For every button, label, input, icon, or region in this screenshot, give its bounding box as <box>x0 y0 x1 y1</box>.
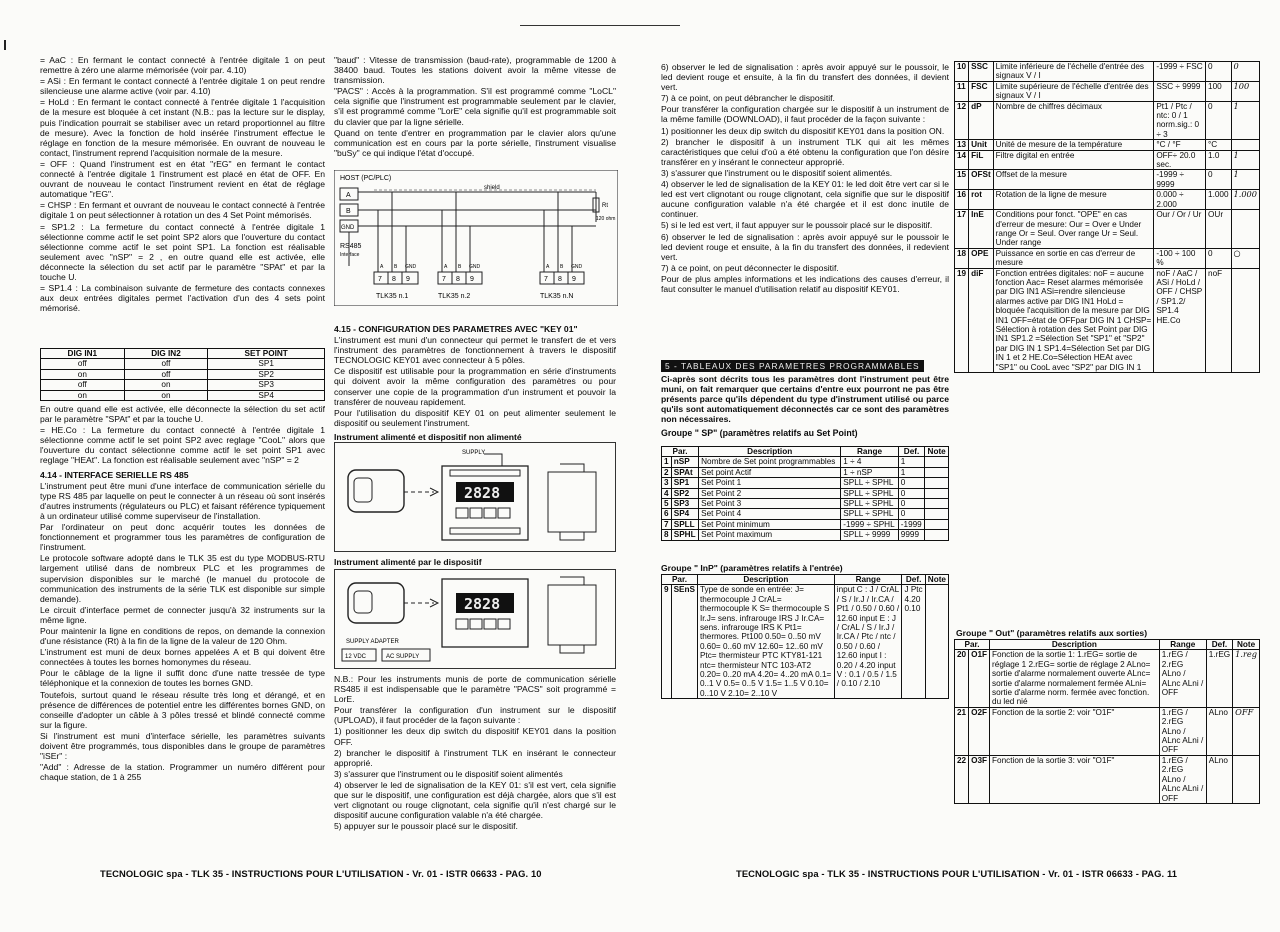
group-sp-table <box>661 446 949 541</box>
figure-label: GND <box>405 264 417 270</box>
group-out-title: Groupe " Out" (paramètres relatifs aux sorties) <box>956 628 1148 638</box>
table-row <box>41 369 325 379</box>
column-header: Range <box>1159 640 1206 650</box>
paragraph: = OFF : Quand l'instrument est en état "rEG" en fermant le contact connecté à l'entrée digitale 1 l'instrument est placé en état de OFF. En ouvrant de nouveau le contact l'instrument revient en état de réglage automatique "rEG". <box>40 158 325 200</box>
table-cell: Fonction entrées digitales: noF = aucune fonction Aac= Reset alarmes mémorisée par DIG IN1 ASi=rendre silencieuse alarmes active par DIG IN1 HoLd = bloquée l'acquisition de la mesure par DIG IN1 OFF=état de OFFpar DIG IN 1 CHSP= Sélection à rotation des Set Point par DIG IN1 SP1.2 =Sélection Set "SP1" et "SP2" par DIG IN 1 SP1.4=Sélection Set par DIG IN 1 et 2 HE.Co=Sélection HEAt avec "SP1" ou CooL avec "SP2" par DIG IN 1 <box>993 268 1154 372</box>
paragraph: Pour maintenir la ligne en conditions de repos, on demande la connexion d'une résistance (Rt) à la fin de la ligne de la valeur de 120 Ohm. <box>40 625 325 647</box>
table-cell: on <box>41 369 125 379</box>
table-cell: SPHL <box>671 530 698 540</box>
paragraph: = SP1.4 : La combinaison suivante de fermeture des contacts connexes aux deux entrées digitales permet l'activation d'un des 4 sets point mémorisé. <box>40 283 325 314</box>
table-cell: SSC ÷ 9999 <box>1154 81 1206 101</box>
table-cell: 6 <box>662 509 672 519</box>
paragraph: = SP1.2 : La fermeture du contact connecté à l'entrée digitale 1 sélectionne comme actif le set point SP2 alors que l'ouverture du contact sélectionne comme actif le set point SP1. La fonction est réalisable seulement avec "nSP" = 2 , en outre quand elle est activée, elle déconnecte la sélection du set actif par le paramètre "SPAt" et par la touche U. <box>40 221 325 282</box>
column-header: Def. <box>1206 640 1232 650</box>
table-cell: SP1 <box>671 478 698 488</box>
table-cell: Set Point minimum <box>699 519 841 529</box>
paragraph: Toutefois, surtout quand le réseau résulte très long et dérangé, et en présence de différences de potentiel entre les différentes bornes GND, on conseille d'adopter un câble à 3 pôles tressé et blindé connecté comme sur la figure. <box>40 689 325 730</box>
paragraph: 4) observer le led de signalisation de la KEY 01: le led doit être vert car si le led est vert clignotant ou rouge clignotant, cela signifie que sur le dispositif aucune configuration valable n'a été chargée et il est donc inutile de continuer. <box>661 179 949 220</box>
paragraph: 2) brancher le dispositif à un instrument TLK qui ait les mêmes caractéristiques que celui d'où a été obtenu la configuration que l'on désire transférer en y insérant le connecteur approprié. <box>661 136 949 167</box>
table-cell: Fonction de la sortie 2: voir "O1F" <box>990 707 1160 755</box>
table-row <box>662 457 949 467</box>
table-cell <box>1233 755 1260 803</box>
table-cell: ALno <box>1206 755 1232 803</box>
table-cell: -1999 ÷ SPHL <box>841 519 899 529</box>
figure-label: AC SUPPLY <box>386 654 420 660</box>
table-cell: Set Point 2 <box>699 488 841 498</box>
left-column-1b <box>40 404 325 842</box>
table-cell <box>925 478 949 488</box>
table-cell: 8 <box>662 530 672 540</box>
paragraph: Le protocole software adopté dans le TLK 35 est du type MODBUS-RTU largement utilisé dans de nombreux PLC et les programmes de supervision disponibles sur le marché (le manuel du protocole de communication des instruments de la série TLK est disponible sur simple demande). <box>40 553 325 604</box>
column-header: DIG IN1 <box>41 349 125 359</box>
figure-label: B <box>394 264 398 270</box>
table-cell: 17 <box>955 210 969 249</box>
figure-label: 7 <box>378 276 382 283</box>
table-cell: 7 <box>662 519 672 529</box>
paragraph: 7) à ce point, on peut débrancher le dispositif. <box>661 93 835 104</box>
key01-figure-1 <box>334 442 616 552</box>
column-header: Range <box>841 447 899 457</box>
figure-label: SUPPLY ADAPTER <box>346 639 399 645</box>
paragraph: L'instrument peut être muni d'une interface de communication sérielle du type RS 485 par laquelle on peut le connecter à un réseau où sont insérés d'autres instruments (régulateurs ou PLC) et faisant référence typiquement à un ordinateur utilisé comme superviseur de l'installation. <box>40 480 325 521</box>
table-cell <box>925 499 949 509</box>
table-cell: Filtre digital en entrée <box>993 150 1154 170</box>
paragraph: 7) à ce point, on peut déconnecter le dispositif. <box>661 262 839 273</box>
column-header: Par. <box>662 575 698 585</box>
paragraph: "baud" : Vitesse de transmission (baud-rate), programmable de 1200 à 38400 baud. Toutes les stations doivent avoir la même vitesse de transmission. <box>334 55 616 86</box>
group-out-table <box>954 639 1260 804</box>
table-cell: 0.000 ÷ 2.000 <box>1154 190 1206 210</box>
paragraph: 5) si le led est vert, il faut appuyer sur le poussoir placé sur le dispositif. <box>661 220 933 231</box>
table-row <box>955 650 1260 707</box>
table-cell: 1 <box>898 467 924 477</box>
figure-label: GND <box>341 225 355 231</box>
section-intro: Ci-après sont décrits tous les paramètres dont l'instrument peut être muni, on fait remarquer que certains d'entre eux pourront ne pas être présents parce qu'ils dépendent du type d'instrument utilisé ou parce qu'ils sont automatiquement déconnectés car ce sont des paramètres non nécessaires. <box>661 374 949 425</box>
table-cell: 0 <box>1206 101 1232 140</box>
figure-label: GND <box>469 264 481 270</box>
table-cell: on <box>124 390 208 400</box>
table-cell: 1 <box>1231 101 1259 140</box>
table-cell: 1.rEG / 2.rEG ALno / ALnc ALni / OFF <box>1159 650 1206 707</box>
table-cell: on <box>41 390 125 400</box>
table-cell: SP2 <box>208 369 325 379</box>
table-cell: 4 <box>662 488 672 498</box>
paragraph: = ASi : En fermant le contact connecté à l'entrée digitale 1 on peut rendre silencieuse une alarme active (voir par. 4.10) <box>40 76 325 97</box>
paragraph: Pour le câblage de la ligne il suffit donc d'une natte tressée de type téléphonique et la connexion de toutes les bornes GND. <box>40 668 325 689</box>
table-row <box>662 530 949 540</box>
paragraph: Ce dispositif est utilisable pour la programmation en série d'instruments qui doivent avoir la même configuration des paramètres ou pour conserver une copie de la programmation d'un instrument et pouvoir la transférer de nouveau rapidement. <box>334 366 616 407</box>
figure-label: HOST (PC/PLC) <box>340 175 392 182</box>
paragraph: "PACS" : Accès à la programmation. S'il est programmé comme "LoCL" cela signifie que l'instrument est programmable seulement par le clavier, s'il est programmé comme "LorE" cela signifie qu'il est programmable soit du clavier que par la ligne sérielle. <box>334 86 616 127</box>
column-header: Def. <box>898 447 924 457</box>
table-cell: SPLL ÷ SPHL <box>841 488 899 498</box>
paragraph: Pour l'utilisation du dispositif KEY 01 on peut alimenter seulement le dispositif ou seulement l'instrument. <box>334 407 616 428</box>
table-cell: O2F <box>969 707 990 755</box>
table-cell: 12 <box>955 101 969 140</box>
table-cell: 1.rEG / 2.rEG ALno / ALnc ALni / OFF <box>1159 707 1206 755</box>
table-cell: SPLL <box>671 519 698 529</box>
table-cell: InE <box>969 210 994 249</box>
table-cell: SPAt <box>671 467 698 477</box>
table-cell: nSP <box>671 457 698 467</box>
group-sp-title: Groupe " SP" (paramètres relatifs au Set Point) <box>661 428 858 439</box>
table-cell: O3F <box>969 755 990 803</box>
table-cell: ALno <box>1206 707 1232 755</box>
paragraph: L'instrument est muni de deux bornes appelées A et B qui doivent être connectées à toutes les bornes homonymes du réseau. <box>40 647 325 668</box>
table-cell: -1999 ÷ FSC <box>1154 62 1206 82</box>
table-cell: Limite supérieure de l'échelle d'entrée des signaux V / I <box>993 81 1154 101</box>
table-cell: SP3 <box>671 499 698 509</box>
table-row <box>955 150 1260 170</box>
section-5 <box>661 356 949 438</box>
figure-label: 2828 <box>464 595 501 613</box>
table-cell: 0 <box>898 509 924 519</box>
figure-label: 8 <box>456 276 460 283</box>
table-cell: on <box>124 380 208 390</box>
table-cell: Conditions pour fonct. "OPE" en cas d'erreur de mesure: Our = Over e Under range Or = Seul. Over range Ur = Seul. Under range <box>993 210 1154 249</box>
table-cell: SP2 <box>671 488 698 498</box>
table-cell: °C <box>1206 140 1232 150</box>
table-cell: 1 <box>1231 170 1259 190</box>
figure-label: TLK35 n.N <box>540 293 574 300</box>
section-heading: Instrument alimenté et dispositif non alimenté <box>334 431 522 442</box>
table-cell: 1.000 <box>1231 190 1259 210</box>
paragraph: Quand on tente d'entrer en programmation par le clavier alors qu'une communication est en cours par la porte sérielle, l'instrument visualise "buSy" ce qui indique l'état d'occupé. <box>334 127 616 158</box>
paragraph: 3) s'assurer que l'instrument ou le dispositif soient alimentés <box>334 768 563 779</box>
table-cell <box>1231 140 1259 150</box>
rs485-wiring-diagram <box>334 170 618 306</box>
table-row <box>662 467 949 477</box>
figure-label: GND <box>571 264 583 270</box>
paragraph: Par l'ordinateur on peut donc acquérir toutes les données de fonctionnement et programmer tous les paramètres de configuration de l'instrument. <box>40 522 325 553</box>
column-header: Note <box>925 575 948 585</box>
table-cell: SPLL ÷ SPHL <box>841 478 899 488</box>
table-row <box>662 519 949 529</box>
figure-label: Interface <box>340 252 360 258</box>
paragraph: 6) observer le led de signalisation : après avoir appuyé sur le poussoir le led devient rouge et ensuite, à la fin du transfert des données, il redevient vert. <box>661 231 949 262</box>
section-banner: 5 - TABLEAUX DES PARAMETRES PROGRAMMABLES <box>661 360 924 372</box>
table-cell: SPLL ÷ SPHL <box>841 499 899 509</box>
figure-label: Rt <box>602 203 608 209</box>
figure-label: RS485 <box>340 243 362 250</box>
table-cell: FSC <box>969 81 994 101</box>
table-cell: OUr <box>1206 210 1232 249</box>
paragraph: En outre quand elle est activée, elle déconnecte la sélection du set actif par le paramètre "SPAt" et par la touche U. <box>40 404 325 425</box>
table-row <box>955 81 1260 101</box>
margin-mark <box>4 40 6 50</box>
table-cell: noF / AaC / ASi / HoLd / OFF / CHSP / SP1.2/ SP1.4 HE.Co <box>1154 268 1206 372</box>
left-column-2b <box>334 320 616 442</box>
table-cell: input C : J / CrAL / S / Ir.J / Ir.CA / Pt1 / 0.50 / 0.60 / 12.60 input E : J / CrAL / S / Ir.J / Ir.CA / Ptc / ntc / 0.50 / 0.60 / 12.60 input I : 0.20 / 4.20 input V : 0.1 / 0.5 / 1.5 / 0.10 / 2.10 <box>834 585 902 699</box>
table-cell: 18 <box>955 248 969 268</box>
table-cell: 1.rEG / 2.rEG ALno / ALnc ALni / OFF <box>1159 755 1206 803</box>
table-cell: Unit <box>969 140 994 150</box>
paragraph: = HoLd : En fermant le contact connecté à l'entrée digitale 1 l'acquisition de la mesure est bloquée à cet instant (N.B.: pas la lecture sur le display, puis l'indication pourrait se stabiliser avec un retard proportionnel au filtre de mesure). Avec la fonction de hold insérée l'instrument effectue le réglage en fonction de la mesure mémorisée. En ouvrant de nouveau le contact, l'instrument reprend l'acquisition normale de la mesure. <box>40 97 325 158</box>
table-cell: Set Point maximum <box>699 530 841 540</box>
table-cell <box>925 509 949 519</box>
column-header: Description <box>697 575 834 585</box>
table-row <box>41 390 325 400</box>
table-cell <box>925 519 949 529</box>
left-column-1 <box>40 55 325 345</box>
table-cell: 1.reg <box>1233 650 1260 707</box>
column-header: Description <box>990 640 1160 650</box>
paragraph: 1) positionner les deux dip switch du dispositif KEY01 dans la position OFF. <box>334 726 616 747</box>
column-header: Par. <box>662 447 699 457</box>
column-header: Description <box>699 447 841 457</box>
table-row <box>955 170 1260 190</box>
table-row <box>955 268 1260 372</box>
paragraph: 3) s'assurer que l'instrument ou le dispositif soient alimentés. <box>661 167 893 178</box>
table-cell: off <box>41 380 125 390</box>
figure-label: 7 <box>544 276 548 283</box>
table-cell <box>1231 210 1259 249</box>
table-cell: 15 <box>955 170 969 190</box>
table-cell: 14 <box>955 150 969 170</box>
paragraph: L'instrument est muni d'un connecteur qui permet le transfert de et vers l'instrument des paramètres de fonctionnement à travers le dispositif TECNOLOGIC KEY01 avec connecteur à 5 pôles. <box>334 335 616 366</box>
table-cell: rot <box>969 190 994 210</box>
table-row <box>662 478 949 488</box>
section-heading: 4.15 - CONFIGURATION DES PARAMETRES AVEC "KEY 01" <box>334 324 578 334</box>
table-cell <box>925 457 949 467</box>
table-cell: Nombre de chiffres décimaux <box>993 101 1154 140</box>
table-row <box>662 488 949 498</box>
table-cell: noF <box>1206 268 1232 372</box>
table-cell: Set point Actif <box>699 467 841 477</box>
table-cell: SP1 <box>208 359 325 369</box>
paragraph: Pour transférer la configuration chargée sur le dispositif à un instrument de la même famille (DOWNLOAD), il faut procéder de la façon suivante : <box>661 104 949 125</box>
table-row <box>955 62 1260 82</box>
group-inp-title: Groupe " InP" (paramètres relatifs à l'entrée) <box>661 563 843 573</box>
table-cell <box>925 488 949 498</box>
figure-label: 2828 <box>464 484 501 502</box>
figure-label: B <box>560 264 564 270</box>
figure-label: 7 <box>442 276 446 283</box>
section-heading: 4.14 - INTERFACE SERIELLE RS 485 <box>40 469 189 480</box>
figure-label: 9 <box>572 276 576 283</box>
column-header: Par. <box>955 640 990 650</box>
right-column-1 <box>661 62 949 352</box>
table-cell <box>1231 268 1259 372</box>
table-cell: OFF <box>1233 707 1260 755</box>
table-row <box>955 101 1260 140</box>
table-cell: 0 <box>1206 170 1232 190</box>
table-cell: FiL <box>969 150 994 170</box>
table-cell: 22 <box>955 755 969 803</box>
table-row <box>955 190 1260 210</box>
table-cell: OFSt <box>969 170 994 190</box>
table-cell: -1999 ÷ 9999 <box>1154 170 1206 190</box>
table-cell <box>925 530 949 540</box>
figure-label: SUPPLY <box>462 450 486 456</box>
table-cell: OFF÷ 20.0 sec. <box>1154 150 1206 170</box>
table-row <box>955 140 1260 150</box>
table-cell: 100 <box>1206 81 1232 101</box>
table-cell: 1 ÷ nSP <box>841 467 899 477</box>
table-row <box>41 380 325 390</box>
column-header: SET POINT <box>208 349 325 359</box>
figure-label: A <box>346 192 351 199</box>
table-cell: 13 <box>955 140 969 150</box>
figure-label: 8 <box>558 276 562 283</box>
paragraph: 5) appuyer sur le poussoir placé sur le dispositif. <box>334 821 518 832</box>
table-cell: Fonction de la sortie 1: 1.rEG= sortie de réglage 1 2.rEG= sortie de réglage 2 ALno= sortie d'alarme normalement ouverte ALnc= sortie d'alarme normalement fermée ALni= sortie d'alarme norm. fermée avec fonction. du led nié <box>990 650 1160 707</box>
paragraph: 1) positionner les deux dip switch du dispositif KEY01 dans la position ON. <box>661 125 945 136</box>
table-cell: Set Point 1 <box>699 478 841 488</box>
table-cell: SP4 <box>671 509 698 519</box>
paragraph: 4) observer le led de signalisation de la KEY 01: s'il est vert, cela signifie que sur le dispositif, une configuration est déjà chargée, alors que s'il est vert clignotant ou rouge clignotant, cela signifie qu'il n'est chargé sur le dispositif aucune configuration valable n'a été chargée. <box>334 779 616 821</box>
table-cell: Set Point 4 <box>699 509 841 519</box>
table-cell: dP <box>969 101 994 140</box>
table-cell: 1 ÷ 4 <box>841 457 899 467</box>
fig2-title: Instrument alimenté par le dispositif <box>334 557 482 567</box>
paragraph: Si l'instrument est muni d'interface sérielle, les paramètres suivants doivent être programmés, tous disponibles dans le groupe de paramètres "iSEr" : <box>40 730 325 762</box>
table-cell: O1F <box>969 650 990 707</box>
table-cell: Limite inférieure de l'échelle d'entrée des signaux V / I <box>993 62 1154 82</box>
figure-label: shield <box>484 185 500 191</box>
table-cell: SP3 <box>208 380 325 390</box>
table-cell: 2 <box>662 467 672 477</box>
table-cell: 1.rEG <box>1206 650 1232 707</box>
table-cell: OPE <box>969 248 994 268</box>
table-cell: SSC <box>969 62 994 82</box>
table-cell: 0 <box>898 478 924 488</box>
paragraph: 2) brancher le dispositif à l'instrument TLK en insérant le connecteur approprié. <box>334 747 616 768</box>
table-cell: 20 <box>955 650 969 707</box>
table-cell: Pt1 / Ptc / ntc: 0 / 1 norm.sig.: 0 ÷ 3 <box>1154 101 1206 140</box>
table-cell: off <box>41 359 125 369</box>
figure-label: B <box>346 208 351 215</box>
table-cell: diF <box>969 268 994 372</box>
table-cell: Our / Or / Ur <box>1154 210 1206 249</box>
figure-label: 9 <box>406 276 410 283</box>
figure-label: TLK35 n.1 <box>376 293 409 300</box>
table-cell: Fonction de la sortie 3: voir "O1F" <box>990 755 1160 803</box>
table-cell: 19 <box>955 268 969 372</box>
table-row <box>662 499 949 509</box>
table-row <box>955 210 1260 249</box>
table-row <box>955 248 1260 268</box>
figure-label: TLK35 n.2 <box>438 293 471 300</box>
column-header: Def. <box>902 575 925 585</box>
table-cell: 5 <box>662 499 672 509</box>
table-cell: Nombre de Set point programmables <box>699 457 841 467</box>
params-table-right <box>954 61 1260 373</box>
table-row <box>662 509 949 519</box>
paragraph: Pour transférer la configuration d'un instrument sur le dispositif (UPLOAD), il faut procéder de la façon suivante : <box>334 705 616 726</box>
table-cell: 9 <box>662 585 672 699</box>
table-row <box>662 585 949 699</box>
table-cell: °C / °F <box>1154 140 1206 150</box>
paragraph: = CHSP : En fermant et ouvrant de nouveau le contact connecté à l'entrée digitale 1 on peut sélectionner à rotation un des 4 Set Point mémorisés. <box>40 200 325 221</box>
table-cell: 11 <box>955 81 969 101</box>
table-cell: 100 <box>1231 81 1259 101</box>
paragraph: = AaC : En fermant le contact connecté à l'entrée digitale 1 on peut remettre à zéro une alarme mémorisée (voir par. 4.10) <box>40 55 325 76</box>
left-column-2a <box>334 55 616 170</box>
paragraph: Pour de plus amples informations et les indications des causes d'erreur, il faut consulter le manuel d'utilisation relatif au dispositif KEY01. <box>661 273 949 294</box>
table-cell: 0 <box>898 488 924 498</box>
table-cell: 0 <box>1206 248 1232 268</box>
table-cell: Unité de mesure de la température <box>993 140 1154 150</box>
table-cell: 9999 <box>898 530 924 540</box>
figure-label: 12 VDC <box>345 654 367 660</box>
figure-label: 120 ohm <box>596 216 616 222</box>
figure-label: B <box>458 264 462 270</box>
table-cell: -100 ÷ 100 % <box>1154 248 1206 268</box>
table-cell: Rotation de la ligne de mesure <box>993 190 1154 210</box>
paragraph: Le circuit d'interface permet de connecter jusqu'à 32 instruments sur la même ligne. <box>40 604 325 625</box>
right-page <box>640 0 1280 932</box>
left-column-2c <box>334 674 616 844</box>
table-cell: Puissance en sortie en cas d'erreur de mesure <box>993 248 1154 268</box>
table-cell: Set Point 3 <box>699 499 841 509</box>
table-cell: 16 <box>955 190 969 210</box>
table-cell: SEnS <box>671 585 697 699</box>
top-rule <box>520 25 680 26</box>
table-cell: J Ptc 4.20 0.10 <box>902 585 925 699</box>
column-header: Range <box>834 575 902 585</box>
paragraph: = HE.Co : La fermeture du contact connecté à l'entrée digitale 1 sélectionne comme actif le set point SP2 avec reglage "CooL" alors que l'ouverture du contact sélectionne comme actif le set point SP1 avec reglage "HEAt". La fonction est réalisable seulement avec "nSP" = 2 <box>40 425 325 466</box>
table-cell: Type de sonde en entrée: J= thermocouple J CrAL= thermocouple K S= thermocouple S Ir.J= sens. infrarouge IRS J Ir.CA= sens. infrarouge IRS K Pt1= thermores. Pt100 0.50= 0..50 mV 0.60= 0..60 mV 12.60= 12..60 mV Ptc= thermisteur PTC KTY81-121 ntc= thermisteur NTC 103-AT2 0.20= 0..20 mA 4.20= 4..20 mA 0.1= 0..1 V 0.5= 0..5 V 1.5= 1..5 V 0.10= 0..10 V 2.10= 2..10 V <box>697 585 834 699</box>
table-cell: 1.0 <box>1206 150 1232 170</box>
left-footer: TECNOLOGIC spa - TLK 35 - INSTRUCTIONS POUR L'UTILISATION - Vr. 01 - ISTR 06633 - PAG. 10 <box>100 868 542 879</box>
table-cell: 3 <box>662 478 672 488</box>
table-cell <box>925 585 948 699</box>
table-cell: off <box>124 359 208 369</box>
right-footer: TECNOLOGIC spa - TLK 35 - INSTRUCTIONS POUR L'UTILISATION - Vr. 01 - ISTR 06633 - PAG. 11 <box>736 868 1178 879</box>
table-cell: 1 <box>1231 150 1259 170</box>
figure-label: A <box>380 264 384 270</box>
table-cell: 1 <box>662 457 672 467</box>
paragraph: N.B.: Pour les instruments munis de porte de communication sérielle RS485 il est indispensable que le paramètre "PACS" soit programmé = LorE. <box>334 674 616 705</box>
table-cell: off <box>124 369 208 379</box>
dig-in-table <box>40 348 325 401</box>
table-row <box>955 707 1260 755</box>
column-header: Note <box>1233 640 1260 650</box>
figure-label: 8 <box>392 276 396 283</box>
table-cell: 1.000 <box>1206 190 1232 210</box>
table-cell: -1999 <box>898 519 924 529</box>
table-cell: 21 <box>955 707 969 755</box>
table-cell: 0 <box>1231 62 1259 82</box>
table-cell: 1 <box>898 457 924 467</box>
table-row <box>955 755 1260 803</box>
table-cell: 10 <box>955 62 969 82</box>
paragraph: "Add" : Adresse de la station. Programmer un numéro différent pour chaque station, de 1 à 255 <box>40 762 325 783</box>
table-cell: SPLL ÷ 9999 <box>841 530 899 540</box>
group-inp-table <box>661 574 949 699</box>
figure-label: 9 <box>470 276 474 283</box>
table-cell: Offset de la mesure <box>993 170 1154 190</box>
figure-label: A <box>546 264 550 270</box>
table-cell: ○ <box>1231 248 1259 268</box>
table-cell: 0 <box>1206 62 1232 82</box>
table-cell: SPLL ÷ SPHL <box>841 509 899 519</box>
paragraph: 6) observer le led de signalisation : après avoir appuyé sur le poussoir, le led devient rouge et ensuite, à la fin du transfert des données, il devient vert. <box>661 62 949 93</box>
column-header: DIG IN2 <box>124 349 208 359</box>
key01-figure-2 <box>334 569 616 669</box>
figure-label: A <box>444 264 448 270</box>
table-row <box>41 359 325 369</box>
column-header: Note <box>925 447 949 457</box>
table-cell: SP4 <box>208 390 325 400</box>
table-cell <box>925 467 949 477</box>
table-cell: 0 <box>898 499 924 509</box>
